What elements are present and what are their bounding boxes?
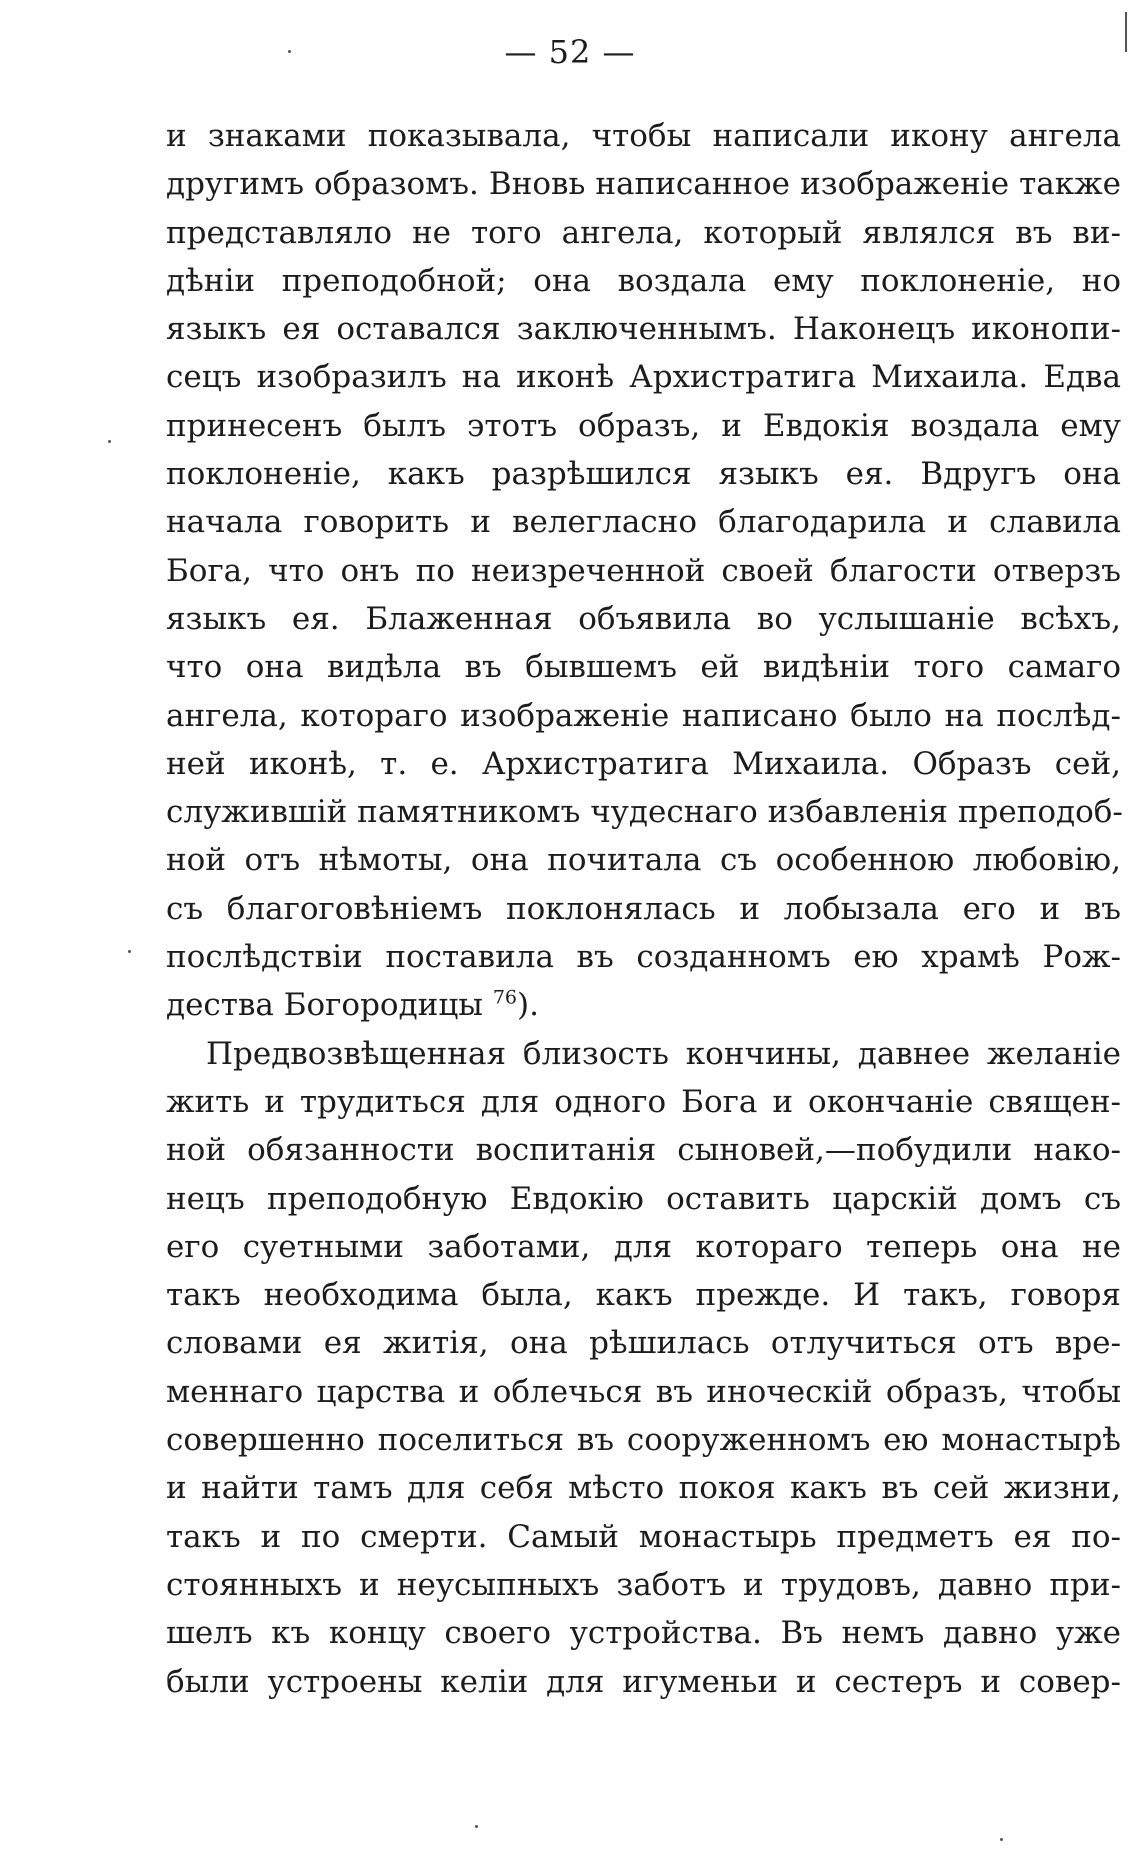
scan-speck — [1000, 1838, 1003, 1841]
text-line-last — [166, 981, 1121, 1029]
text-line: словами ея житiя, она рѣшилась отлучиться отъ вре- — [166, 1325, 1121, 1362]
text-line: меннаго царства и облечься въ иноческiй образъ, чтобы — [166, 1373, 1121, 1410]
text-line: языкъ ея. Блаженная объявила во услышанiе всѣхъ, — [166, 600, 1121, 637]
text-line: послѣдствiи поставила въ созданномъ ею храмѣ Рож- — [166, 939, 1121, 976]
text-line: языкъ ея оставался заключеннымъ. Наконецъ иконопи- — [166, 311, 1121, 348]
page-number: — 52 — — [504, 33, 636, 71]
text-line: нецъ преподобную Евдокiю оставить царскiй домъ съ — [166, 1180, 1121, 1217]
text-line: представляло не того ангела, который являлся въ ви- — [166, 214, 1121, 251]
text-line: и знаками показывала, чтобы написали икону ангела — [166, 118, 1121, 154]
text-line: совершенно поселиться въ сооруженномъ ею монастырѣ — [166, 1422, 1121, 1459]
text-line: ной обязанности воспитанiя сыновей,—побудили нако- — [166, 1132, 1121, 1169]
text-line: Предвозвѣщенная близость кончины, давнее желанiе — [206, 1035, 1121, 1072]
text-line: сецъ изобразилъ на иконѣ Архистратига Михаила. Едва — [166, 359, 1121, 396]
body-text — [166, 112, 1121, 1706]
text-line: ангела, котораго изображенiе написано было на послѣд- — [166, 697, 1121, 734]
text-line: начала говорить и велегласно благодарила и славила — [166, 504, 1121, 541]
scan-speck — [108, 440, 111, 443]
text-line: были устроены келiи для игуменьи и сестеръ и совер- — [166, 1663, 1121, 1700]
text-line: ней иконѣ, т. е. Архистратига Михаила. Образъ сей, — [166, 745, 1121, 782]
text-line: принесенъ былъ этотъ образъ, и Евдокiя воздала ему — [166, 407, 1121, 444]
text-line: такъ и по смерти. Самый монастырь предметъ ея по- — [166, 1518, 1121, 1555]
text-line: поклоненiе, какъ разрѣшился языкъ ея. Вдругъ она — [166, 456, 1121, 493]
paragraph-2 — [166, 1030, 1121, 1706]
scan-edge-mark — [1125, 12, 1127, 52]
text-line: Бога, что онъ по неизреченной своей благости отверзъ — [166, 552, 1121, 589]
scan-speck — [475, 1825, 478, 1828]
text-line: жить и трудиться для одного Бога и окончанiе священ- — [166, 1083, 1121, 1120]
last-line-tail: ). — [517, 987, 539, 1024]
last-line-text: дества Богородицы — [166, 987, 493, 1024]
text-line: и найти тамъ для себя мѣсто покоя какъ въ сей жизни, — [166, 1470, 1121, 1507]
scan-speck — [128, 950, 131, 953]
text-line: его суетными заботами, для котораго теперь она не — [166, 1228, 1121, 1265]
text-line: ной отъ нѣмоты, она почитала съ особенною любовiю, — [166, 842, 1121, 879]
text-line: такъ необходима была, какъ прежде. И такъ, говоря — [166, 1277, 1121, 1314]
text-line: другимъ образомъ. Вновь написанное изображенiе также — [166, 166, 1121, 203]
footnote-reference: 76 — [492, 987, 517, 1010]
text-line: дѣнiи преподобной; она воздала ему поклоненiе, но — [166, 262, 1121, 299]
text-line: шелъ къ концу своего устройства. Въ немъ давно уже — [166, 1615, 1121, 1652]
paragraph-1 — [166, 112, 1121, 1030]
text-line: съ благоговѣнiемъ поклонялась и лобызала его и въ — [166, 890, 1121, 927]
scan-speck — [288, 50, 291, 53]
text-line: что она видѣла въ бывшемъ ей видѣнiи того самаго — [166, 649, 1121, 686]
text-line: стоянныхъ и неусыпныхъ заботъ и трудовъ, давно при- — [166, 1566, 1121, 1603]
text-line: служившiй памятникомъ чудеснаго избавленiя преподоб- — [166, 794, 1123, 831]
